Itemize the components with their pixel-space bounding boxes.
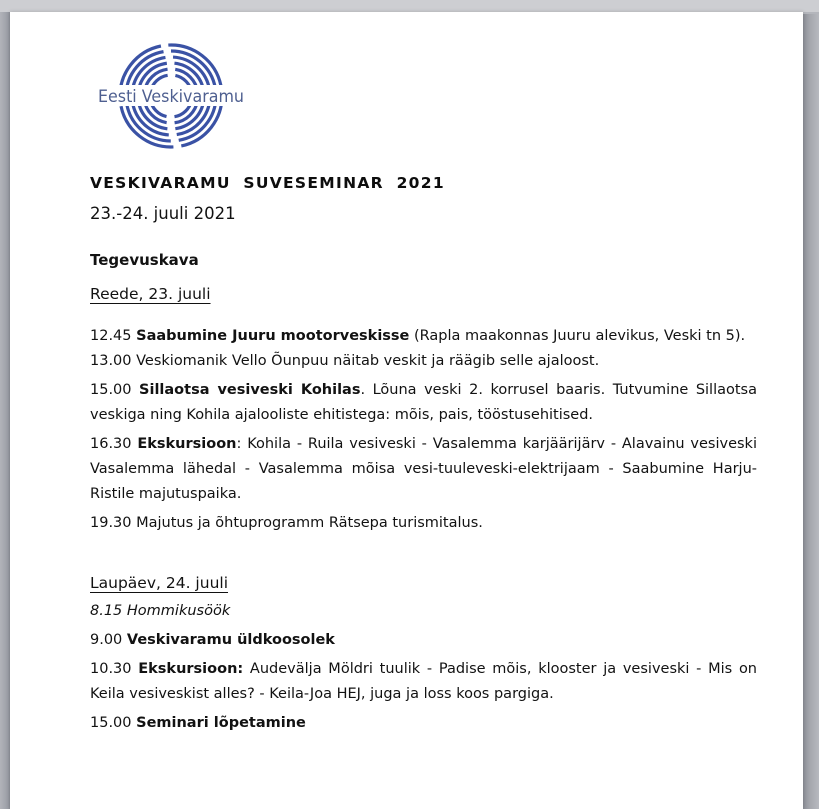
- text-run: 15.00: [90, 715, 137, 731]
- agenda-item: [90, 349, 757, 374]
- document-dates: 23.-24. juuli 2021: [90, 204, 236, 223]
- agenda-item: [90, 324, 757, 349]
- text-run: (Rapla maakonnas Juuru alevikus, Veski tn 5).: [409, 328, 746, 344]
- agenda-item: [90, 711, 757, 736]
- text-run: 19.30 Majutus ja õhtuprogramm Rätsepa turismitalus.: [90, 515, 483, 531]
- text-run: 10.30: [90, 661, 139, 677]
- text-run: 15.00: [90, 382, 140, 398]
- text-run: : Kohila - Ruila vesiveski - Vasalemma karjäärijärv - Alavainu vesiveski Vasalemma lähedal - Vasalemma mõisa vesi-tuuleveski-elektrijaam - Saabumine Harju-Ristile majutuspaika.: [90, 436, 757, 502]
- text-run-italic: 8.15 Hommikusöök: [90, 603, 231, 619]
- agenda-item: [90, 657, 757, 707]
- agenda-item: [90, 432, 757, 507]
- text-run: 13.00 Veskiomanik Vello Õunpuu näitab veskit ja räägib selle ajaloost.: [90, 353, 600, 369]
- document-page: [10, 12, 803, 809]
- text-run-bold: Saabumine Juuru mootorveskisse: [136, 328, 410, 344]
- logo-text: Eesti Veskivaramu: [98, 87, 244, 106]
- day-section-saturday: [90, 558, 757, 736]
- day-heading-saturday: Laupäev, 24. juuli: [90, 574, 229, 592]
- agenda-item: [90, 599, 757, 624]
- text-run-bold: Seminari lõpetamine: [136, 715, 306, 731]
- text-run: Audevälja Möldri tuulik - Padise mõis, klooster ja vesiveski - Mis on Keila vesiveskist alles? - Keila-Joa HEJ, juga ja loss koos pargiga.: [90, 661, 758, 702]
- day-saturday-items: [90, 599, 757, 736]
- viewer-right-margin: [803, 14, 819, 809]
- day-friday-items: [90, 324, 757, 536]
- text-run-bold: Sillaotsa vesiveski Kohilas: [139, 382, 361, 398]
- text-run: . Lõuna veski 2. korrusel baaris. Tutvumine Sillaotsa veskiga ning Kohila ajalooliste ehitistega: mõis, pais, tööstusehitised.: [90, 382, 757, 423]
- agenda-item: [90, 511, 757, 536]
- agenda-item: [90, 378, 757, 428]
- document-title: VESKIVARAMU SUVESEMINAR 2021: [90, 174, 445, 192]
- agenda-heading: Tegevuskava: [90, 251, 199, 269]
- eesti-veskivaramu-logo-icon: [96, 40, 246, 154]
- day-heading-friday: Reede, 23. juuli: [90, 285, 211, 303]
- viewer-top-margin: [0, 0, 819, 12]
- agenda-item: [90, 628, 757, 653]
- viewer-left-margin: [0, 12, 10, 809]
- text-run: 9.00: [90, 632, 127, 648]
- text-run-bold: Ekskursioon:: [138, 661, 244, 677]
- text-run: 12.45: [90, 328, 137, 344]
- text-run-bold: Ekskursioon: [137, 436, 237, 452]
- day-section-friday: [90, 269, 757, 536]
- text-run-bold: Veskivaramu üldkoosolek: [126, 632, 335, 648]
- text-run: 16.30: [90, 436, 138, 452]
